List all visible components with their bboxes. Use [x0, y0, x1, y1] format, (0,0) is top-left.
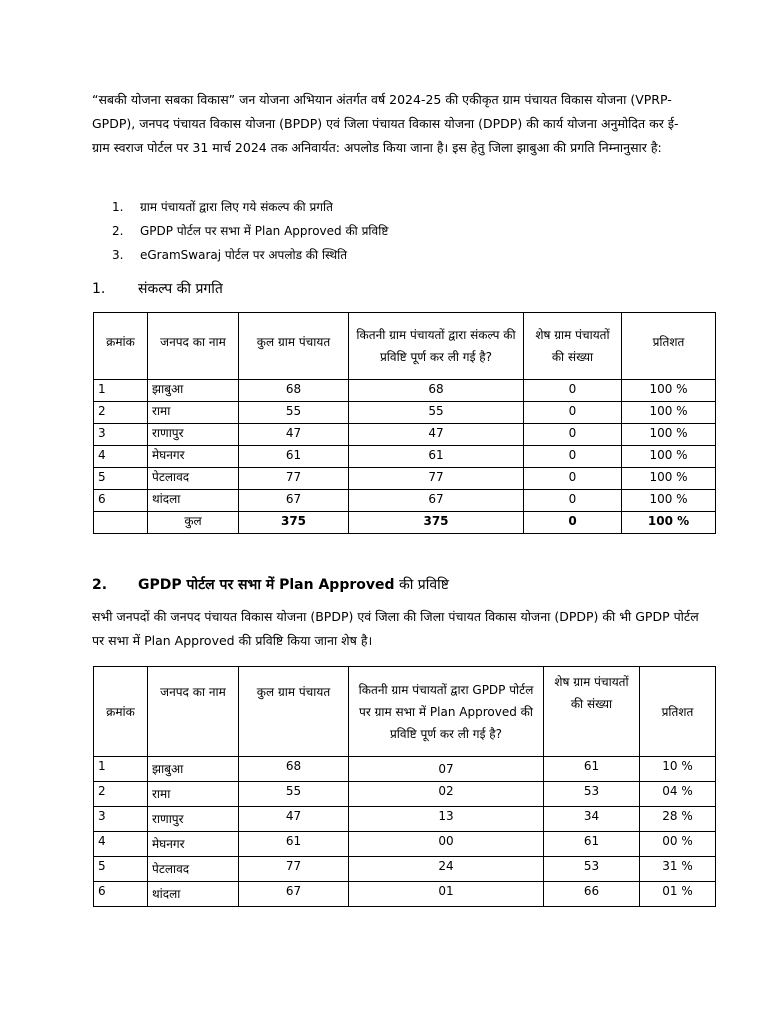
- table-header-row: [94, 313, 716, 380]
- sankalp-progress-table: [93, 312, 716, 534]
- cell-total: 67: [239, 490, 349, 512]
- cell-percentage: 28 %: [640, 807, 716, 832]
- total-complete: 375: [349, 512, 524, 534]
- cell-percentage: 100 %: [622, 446, 716, 468]
- cell-complete: 61: [349, 446, 524, 468]
- cell-remaining: 61: [544, 832, 640, 857]
- table-header-row: [94, 667, 716, 757]
- list-item: [112, 243, 388, 267]
- cell-serial: 2: [94, 402, 148, 424]
- cell-janpad-name: थांदला: [148, 490, 239, 512]
- cell-serial: 5: [94, 857, 148, 882]
- section1-number: 1.: [92, 281, 106, 297]
- cell-total: 55: [239, 782, 349, 807]
- cell-complete: 13: [349, 807, 544, 832]
- cell-janpad-name: मेघनगर: [148, 832, 239, 857]
- cell-remaining: 34: [544, 807, 640, 832]
- header-remaining: शेष ग्राम पंचायतों की संख्या: [544, 667, 640, 757]
- table-row: [94, 490, 716, 512]
- cell-serial: 3: [94, 807, 148, 832]
- cell-serial: 4: [94, 832, 148, 857]
- cell-percentage: 100 %: [622, 490, 716, 512]
- table-row: [94, 807, 716, 832]
- cell-percentage: 100 %: [622, 468, 716, 490]
- cell-janpad-name: राणापुर: [148, 807, 239, 832]
- cell-percentage: 100 %: [622, 402, 716, 424]
- cell-percentage: 31 %: [640, 857, 716, 882]
- header-remaining: शेष ग्राम पंचायतों की संख्या: [524, 313, 622, 380]
- plan-approved-table: [93, 666, 716, 907]
- table-row: [94, 402, 716, 424]
- total-label: कुल: [148, 512, 239, 534]
- cell-complete: 24: [349, 857, 544, 882]
- cell-percentage: 00 %: [640, 832, 716, 857]
- cell-remaining: 66: [544, 882, 640, 907]
- cell-janpad-name: पेटलावद: [148, 468, 239, 490]
- table-row: [94, 832, 716, 857]
- section1-heading: [92, 279, 223, 299]
- list-item: [112, 195, 388, 219]
- list-item-number: 2.: [112, 224, 124, 238]
- cell-serial: 1: [94, 380, 148, 402]
- table-row: [94, 857, 716, 882]
- cell-percentage: 100 %: [622, 380, 716, 402]
- table-row: [94, 757, 716, 782]
- cell-remaining: 0: [524, 446, 622, 468]
- list-item: [112, 219, 388, 243]
- cell-total: 68: [239, 380, 349, 402]
- section2-number: 2.: [92, 577, 108, 593]
- cell-remaining: 0: [524, 424, 622, 446]
- section2-title-bold: GPDP पोर्टल पर सभा में Plan Approved: [138, 577, 395, 593]
- header-total-panchayat: कुल ग्राम पंचायत: [239, 313, 349, 380]
- cell-janpad-name: थांदला: [148, 882, 239, 907]
- cell-complete: 47: [349, 424, 524, 446]
- header-total-panchayat: कुल ग्राम पंचायत: [239, 667, 349, 757]
- progress-list: [112, 195, 388, 267]
- cell-serial: 3: [94, 424, 148, 446]
- cell-remaining: 53: [544, 857, 640, 882]
- cell-remaining: 53: [544, 782, 640, 807]
- cell-janpad-name: राणापुर: [148, 424, 239, 446]
- cell-janpad-name: मेघनगर: [148, 446, 239, 468]
- list-item-text: GPDP पोर्टल पर सभा में Plan Approved की प्रविष्टि: [140, 224, 389, 238]
- cell-janpad-name: रामा: [148, 782, 239, 807]
- cell-total: 61: [239, 446, 349, 468]
- cell-percentage: 10 %: [640, 757, 716, 782]
- cell-complete: 55: [349, 402, 524, 424]
- total-remaining: 0: [524, 512, 622, 534]
- cell-janpad-name: रामा: [148, 402, 239, 424]
- list-item-text: ग्राम पंचायतों द्वारा लिए गये संकल्प की प्रगति: [140, 200, 333, 214]
- cell-remaining: 0: [524, 468, 622, 490]
- table-row: [94, 468, 716, 490]
- table-row: [94, 446, 716, 468]
- header-janpad-name: जनपद का नाम: [148, 313, 239, 380]
- list-item-text: eGramSwaraj पोर्टल पर अपलोड की स्थिति: [140, 248, 348, 262]
- cell-complete: 68: [349, 380, 524, 402]
- header-serial: क्रमांक: [94, 313, 148, 380]
- cell-remaining: 0: [524, 402, 622, 424]
- total-panchayat: 375: [239, 512, 349, 534]
- header-serial: क्रमांक: [94, 667, 148, 757]
- table-row: [94, 782, 716, 807]
- cell-percentage: 100 %: [622, 424, 716, 446]
- cell-complete: 00: [349, 832, 544, 857]
- table-row: [94, 424, 716, 446]
- cell-remaining: 61: [544, 757, 640, 782]
- cell-serial: 6: [94, 490, 148, 512]
- cell-total: 61: [239, 832, 349, 857]
- table-row: [94, 380, 716, 402]
- cell-total: 55: [239, 402, 349, 424]
- list-item-number: 1.: [112, 200, 124, 214]
- cell-janpad-name: झाबुआ: [148, 380, 239, 402]
- cell-complete: 77: [349, 468, 524, 490]
- list-item-number: 3.: [112, 248, 124, 262]
- intro-paragraph: “सबकी योजना सबका विकास” जन योजना अभियान अंतर्गत वर्ष 2024-25 की एकीकृत ग्राम पंचायत विकास योजना (VPRP-GPDP), जनपद पंचायत विकास योजना (BPDP) एवं जिला पंचायत विकास योजना (DPDP) की कार्य योजना अनुमोदित कर ई-ग्राम स्वराज पोर्टल पर 31 मार्च 2024 तक अनिवार्यत: अपलोड किया जाना है। इस हेतु जिला झाबुआ की प्रगति निम्नानुसार है:: [92, 92, 679, 155]
- cell-total: 77: [239, 468, 349, 490]
- cell-total: 47: [239, 424, 349, 446]
- cell-complete: 01: [349, 882, 544, 907]
- header-entry-complete: कितनी ग्राम पंचायतों द्वारा GPDP पोर्टल पर ग्राम सभा में Plan Approved की प्रविष्टि पूर्ण कर ली गई है?: [349, 667, 544, 757]
- cell-serial: 4: [94, 446, 148, 468]
- cell-percentage: 04 %: [640, 782, 716, 807]
- section2-heading: [92, 575, 449, 595]
- section2-title-rest: की प्रविष्टि: [394, 577, 449, 593]
- header-percentage: प्रतिशत: [622, 313, 716, 380]
- cell-complete: 02: [349, 782, 544, 807]
- cell-janpad-name: झाबुआ: [148, 757, 239, 782]
- header-entry-complete: कितनी ग्राम पंचायतों द्वारा संकल्प की प्रविष्टि पूर्ण कर ली गई है?: [349, 313, 524, 380]
- table-row: [94, 882, 716, 907]
- section1-title: संकल्प की प्रगति: [138, 281, 223, 297]
- cell-total: 68: [239, 757, 349, 782]
- cell-janpad-name: पेटलावद: [148, 857, 239, 882]
- cell-percentage: 01 %: [640, 882, 716, 907]
- cell-total: 77: [239, 857, 349, 882]
- cell-serial: 5: [94, 468, 148, 490]
- cell-total: 47: [239, 807, 349, 832]
- section2-paragraph: सभी जनपदों की जनपद पंचायत विकास योजना (BPDP) एवं जिला की जिला पंचायत विकास योजना (DPDP) की भी GPDP पोर्टल पर सभा में Plan Approved की प्रविष्टि किया जाना शेष है।: [92, 609, 699, 648]
- total-serial: [94, 512, 148, 534]
- cell-total: 67: [239, 882, 349, 907]
- cell-serial: 6: [94, 882, 148, 907]
- cell-complete: 07: [349, 757, 544, 782]
- header-percentage: प्रतिशत: [640, 667, 716, 757]
- cell-serial: 2: [94, 782, 148, 807]
- header-janpad-name: जनपद का नाम: [148, 667, 239, 757]
- cell-serial: 1: [94, 757, 148, 782]
- total-percentage: 100 %: [622, 512, 716, 534]
- cell-remaining: 0: [524, 380, 622, 402]
- table-total-row: [94, 512, 716, 534]
- cell-remaining: 0: [524, 490, 622, 512]
- cell-complete: 67: [349, 490, 524, 512]
